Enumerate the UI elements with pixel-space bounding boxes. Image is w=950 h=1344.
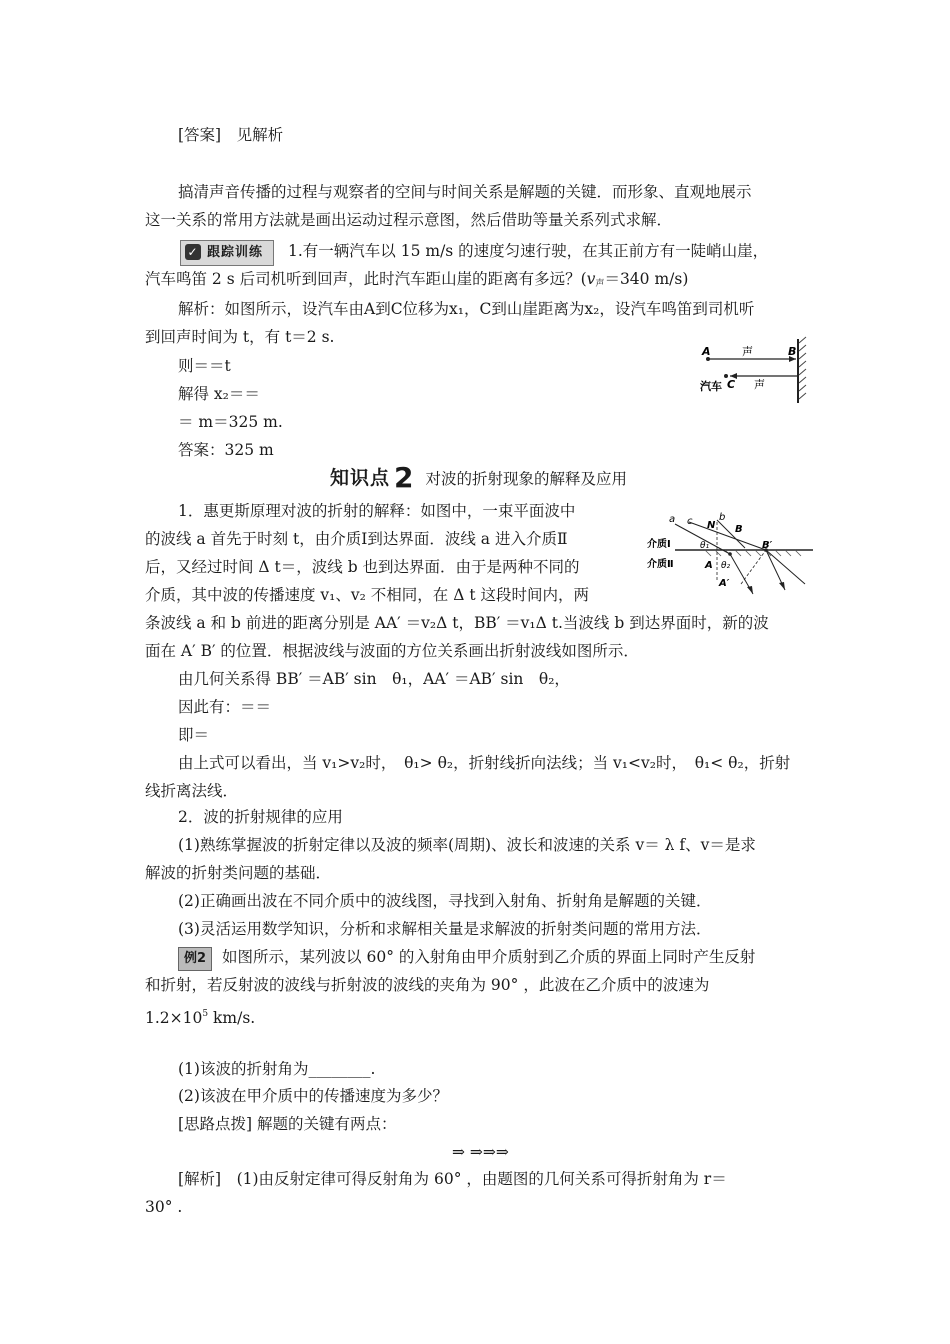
answer-line: [答案] 见解析 [178, 126, 284, 144]
track-eq-2: 解得 x₂＝＝ [178, 385, 260, 403]
huygens-line-3: 后，又经过时间 Δ t＝，波线 b 也到达界面．由于是两种不同的 [145, 558, 580, 576]
fig2-label-Bprime: B′ [762, 540, 773, 551]
echo-diagram [690, 335, 815, 410]
fig1-label-A: A [702, 345, 711, 358]
fig1-label-B: B [788, 345, 797, 358]
example-question-2: (2)该波在甲介质中的传播速度为多少？ [178, 1087, 448, 1105]
fig1-label-C: C [727, 378, 736, 391]
track-eq-1: 则＝＝t [178, 357, 231, 375]
check-icon: ✓ [185, 244, 201, 260]
track-answer: 答案：325 m [178, 441, 274, 459]
refraction-diagram [645, 512, 815, 604]
fig2-label-b: b [719, 512, 726, 523]
example-analysis-2: 30° . [145, 1198, 183, 1216]
example-analysis-1: [解析] (1)由反射定律可得反射角为 60° ，由题图的几何关系可得折射角为 r＝ [178, 1170, 727, 1188]
huygens-line-10: 由上式可以看出，当 v₁>v₂时， θ₁> θ₂，折射线折向法线；当 v₁<v₂时， θ₁< θ₂，折射 [178, 754, 791, 772]
fig1-label-car: 汽车 [700, 380, 722, 393]
tip-line-2: 这一关系的常用方法就是画出运动过程示意图，然后借助等量关系列式求解． [145, 211, 673, 229]
fig2-label-A: A [705, 560, 713, 571]
fig1-label-sound-2: 声 [754, 378, 765, 391]
fig2-label-N: N [707, 520, 716, 531]
apply-point-1a: (1)熟练掌握波的折射定律以及波的频率(周期)、波长和波速的关系 v＝ λ f、v＝是求 [178, 836, 756, 854]
example-line-2: 和折射，若反射波的波线与折射波的波线的夹角为 90° ，此波在乙介质中的波速为 [145, 976, 710, 994]
example-line-3: $1.2\times 10^5$ km/s. [145, 1009, 256, 1027]
apply-title: 2．波的折射规律的应用 [178, 808, 343, 826]
apply-point-1b: 解波的折射类问题的基础． [145, 864, 332, 882]
apply-point-2: (2)正确画出波在不同介质中的波线图，寻找到入射角、折射角是解题的关键． [178, 892, 712, 910]
example-question-1: (1)该波的折射角为________. [178, 1060, 376, 1078]
huygens-line-8: 因此有：＝＝ [178, 698, 272, 716]
example-hint: [思路点拨] 解题的关键有两点： [178, 1115, 397, 1133]
track-eq-3: ＝ m＝325 m. [178, 413, 283, 431]
huygens-line-1: 1．惠更斯原理对波的折射的解释：如图中，一束平面波中 [178, 502, 576, 520]
apply-point-3: (3)灵活运用数学知识，分析和求解相关量是求解波的折射类问题的常用方法． [178, 920, 712, 938]
track-question-line-2: 汽车鸣笛 2 s 后司机听到回声，此时汽车距山崖的距离有多远？($v_声=340$ m/s) [145, 270, 689, 289]
huygens-line-9: 即＝ [178, 726, 210, 744]
fig1-label-sound-1: 声 [742, 345, 753, 358]
huygens-line-7: 由几何关系得 BB′ ＝AB′ sin θ₁，AA′ ＝AB′ sin θ₂， [178, 670, 570, 688]
track-question-line-1: ✓ 跟踪训练 1.有一辆汽车以 15 m/s 的速度匀速行驶，在其正前方有一陡峭山崖， [180, 240, 850, 266]
example-badge: 例2 [178, 947, 212, 971]
fig2-label-a: a [669, 514, 676, 525]
section-number: 2 [394, 461, 414, 494]
example-arrows: ⇒ ⇒⇒⇒ [452, 1143, 509, 1161]
huygens-line-5: 条波线 a 和 b 前进的距离分别是 AA′ ＝v₂Δ t，BB′ ＝v₁Δ t.当波线 b 到达界面时，新的波 [145, 614, 769, 632]
huygens-line-4: 介质，其中波的传播速度 v₁、v₂ 不相同，在 Δ t 这段时间内，两 [145, 586, 589, 604]
track-badge: ✓ 跟踪训练 [180, 240, 274, 266]
fig2-label-B: B [735, 524, 743, 535]
section-heading [330, 463, 627, 494]
huygens-line-2: 的波线 a 首先于时刻 t，由介质Ⅰ到达界面．波线 a 进入介质Ⅱ [145, 530, 568, 548]
huygens-line-11: 线折离法线． [145, 782, 239, 800]
fig2-label-medium-1: 介质Ⅰ [647, 539, 671, 550]
fig2-label-theta2: θ₂ [721, 561, 731, 571]
section-label: 知识点 [330, 467, 391, 489]
track-solution-line-2: 到回声时间为 t，有 t＝2 s. [145, 328, 335, 346]
section-title: 对波的折射现象的解释及应用 [425, 470, 628, 488]
tip-line-1: 搞清声音传播的过程与观察者的空间与时间关系是解题的关键．而形象、直观地展示 [178, 183, 752, 201]
huygens-line-6: 面在 A′ B′ 的位置．根据波线与波面的方位关系画出折射波线如图所示． [145, 642, 639, 660]
fig2-label-medium-2: 介质Ⅱ [647, 559, 674, 570]
example-line-1: 例2 如图所示，某列波以 60° 的入射角由甲介质射到乙介质的界面上同时产生反射 [178, 946, 848, 971]
fig2-label-Aprime: A′ [719, 578, 730, 589]
fig2-label-theta1: θ₁ [700, 541, 710, 551]
fig2-label-c: c [687, 516, 693, 527]
track-solution-line-1: 解析：如图所示，设汽车由A到C位移为x₁，C到山崖距离为x₂，设汽车鸣笛到司机听 [178, 300, 755, 318]
